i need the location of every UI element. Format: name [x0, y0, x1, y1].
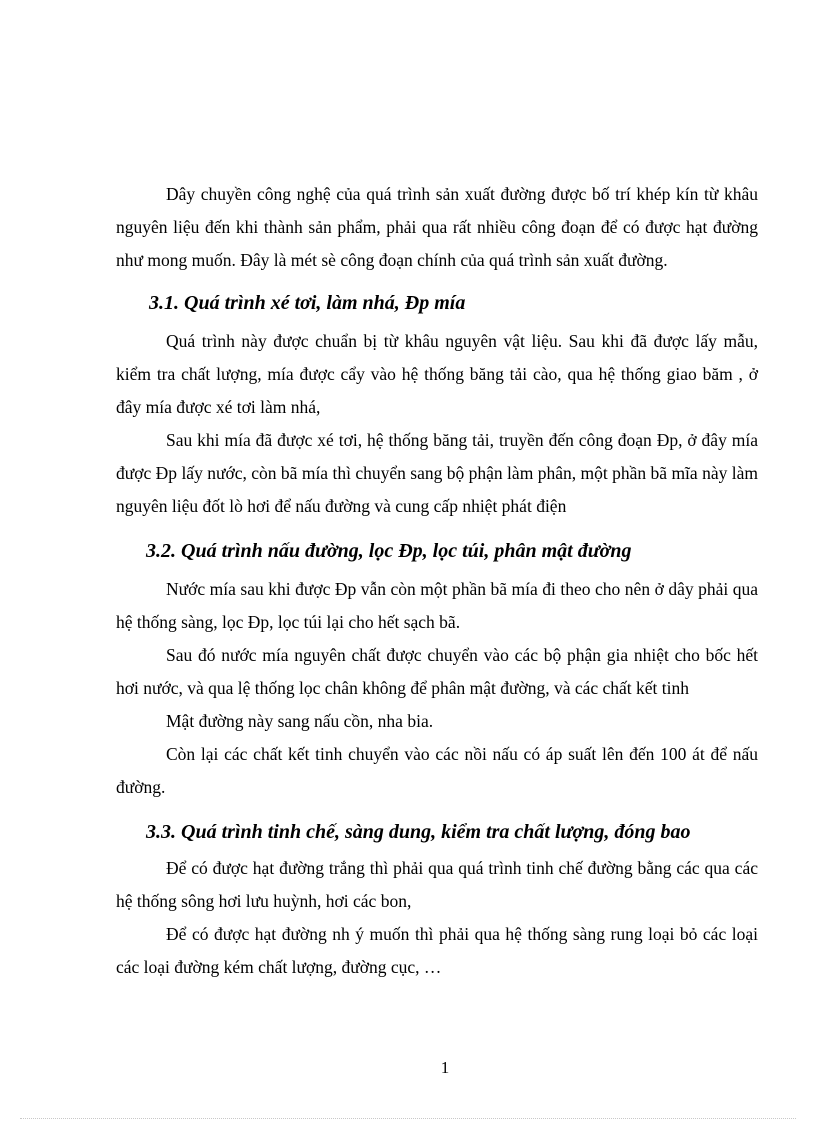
- section-3-2-paragraph-3: Mật đường này sang nấu cồn, nha bia.: [166, 711, 434, 731]
- section-3-2-paragraph-1: Nước mía sau khi được Đp vẫn còn một phần bã mía đi theo cho nên ở dây phải qua hệ thống sàng, lọc Đp, lọc túi lại cho hết sạch bã.: [116, 579, 758, 632]
- section-heading-3-3: 3.3. Quá trình tinh chế, sàng dung, kiểm tra chất lượng, đóng bao: [146, 821, 691, 843]
- section-3-2-paragraph-4: Còn lại các chất kết tinh chuyển vào các nồi nấu có áp suất lên đến 100 át để nấu đường.: [116, 744, 758, 797]
- section-3-3-paragraph-2: Để có được hạt đường nh ý muốn thì phải qua hệ thống sàng rung loại bỏ các loại các loại đường kém chất lượng, đường cục, …: [116, 924, 758, 977]
- section-heading-3-1: 3.1. Quá trình xé tơi, làm nhá, Đp mía: [149, 292, 466, 314]
- section-3-1-paragraph-2: Sau khi mía đã được xé tơi, hệ thống băng tải, truyền đến công đoạn Đp, ở đây mía được Đp lấy nước, còn bã mía thì chuyển sang bộ phận làm phân, một phần bã mĩa này làm nguyên liệu đốt lò hơi để nấu đường và cung cấp nhiệt phát điện: [116, 430, 758, 516]
- section-heading-3-2: 3.2. Quá trình nấu đường, lọc Đp, lọc túi, phân mật đường: [146, 540, 632, 562]
- page-number: 1: [440, 1058, 450, 1077]
- section-3-3-paragraph-1: Để có được hạt đường trắng thì phải qua quá trình tinh chế đường bằng các qua các hệ thống sông hơi lưu huỳnh, hơi các bon,: [116, 858, 758, 911]
- section-3-1-paragraph-1: Quá trình này được chuẩn bị từ khâu nguyên vật liệu. Sau khi đã được lấy mẫu, kiểm tra chất lượng, mía được cẩy vào hệ thống băng tải cào, qua hệ thống giao băm , ở đây mía được xé tơi làm nhá,: [116, 331, 758, 417]
- page-bottom-divider: [20, 1118, 796, 1119]
- section-3-2-paragraph-2: Sau đó nước mía nguyên chất được chuyển vào các bộ phận gia nhiệt cho bốc hết hơi nước, và qua lệ thống lọc chân không để phân mật đường, và các chất kết tinh: [116, 645, 758, 698]
- page-content: [116, 178, 758, 984]
- intro-paragraph: Dây chuyền công nghệ của quá trình sản xuất đường được bố trí khép kín từ khâu nguyên liệu đến khi thành sản phẩm, phải qua rất nhiều công đoạn để có được hạt đường như mong muốn. Đây là mét sè công đoạn chính của quá trình sản xuất đường.: [116, 184, 758, 270]
